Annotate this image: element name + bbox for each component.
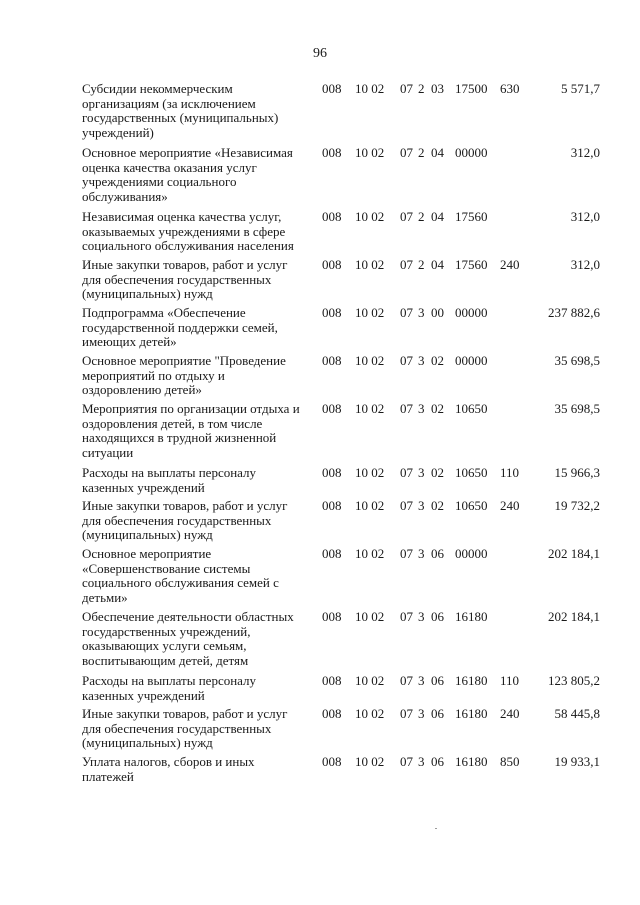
table-row bbox=[0, 674, 640, 707]
row-name: Иные закупки товаров, работ и услуг для обеспечения государственных (муниципальных) нужд bbox=[82, 257, 288, 301]
section-code: 10 02 bbox=[355, 81, 385, 96]
section-code: 10 02 bbox=[355, 706, 385, 721]
ministry-code: 008 bbox=[322, 145, 342, 160]
amount: 123 805,2 bbox=[548, 673, 600, 688]
page-number: 96 bbox=[313, 46, 327, 61]
direction-code: 00000 bbox=[455, 305, 488, 320]
program-code: 07 bbox=[400, 209, 413, 224]
table-row bbox=[0, 499, 640, 547]
row-name: Основное мероприятие «Совершенствование системы социального обслуживания семей с детьми» bbox=[82, 546, 279, 605]
expense-type-code: 630 bbox=[500, 81, 520, 96]
amount: 19 933,1 bbox=[554, 754, 600, 769]
table-row bbox=[0, 707, 640, 755]
table-row bbox=[0, 610, 640, 674]
amount: 19 732,2 bbox=[554, 498, 600, 513]
direction-code: 17560 bbox=[455, 209, 488, 224]
main-event-code: 04 bbox=[431, 209, 444, 224]
subprogram-code: 2 bbox=[418, 257, 425, 272]
expense-type-code: 110 bbox=[500, 673, 520, 688]
ministry-code: 008 bbox=[322, 609, 342, 624]
program-code: 07 bbox=[400, 81, 413, 96]
direction-code: 16180 bbox=[455, 609, 488, 624]
section-code: 10 02 bbox=[355, 145, 385, 160]
amount: 15 966,3 bbox=[554, 465, 600, 480]
main-event-code: 04 bbox=[431, 257, 444, 272]
main-event-code: 06 bbox=[431, 673, 444, 688]
subprogram-code: 2 bbox=[418, 145, 425, 160]
main-event-code: 03 bbox=[431, 81, 444, 96]
subprogram-code: 3 bbox=[418, 546, 425, 561]
main-event-code: 02 bbox=[431, 465, 444, 480]
amount: 35 698,5 bbox=[554, 401, 600, 416]
row-name: Основное мероприятие «Независимая оценка качества оказания услуг учреждениями социального обслуживания» bbox=[82, 145, 293, 204]
section-code: 10 02 bbox=[355, 465, 385, 480]
amount: 58 445,8 bbox=[554, 706, 600, 721]
section-code: 10 02 bbox=[355, 498, 385, 513]
ministry-code: 008 bbox=[322, 401, 342, 416]
program-code: 07 bbox=[400, 546, 413, 561]
direction-code: 10650 bbox=[455, 465, 488, 480]
table-row bbox=[0, 82, 640, 146]
main-event-code: 06 bbox=[431, 546, 444, 561]
expense-type-code: 240 bbox=[500, 257, 520, 272]
ministry-code: 008 bbox=[322, 706, 342, 721]
amount: 312,0 bbox=[570, 209, 600, 224]
row-name: Мероприятия по организации отдыха и оздоровления детей, в том числе находящихся в трудной жизненной ситуации bbox=[82, 401, 300, 460]
amount: 237 882,6 bbox=[548, 305, 600, 320]
program-code: 07 bbox=[400, 305, 413, 320]
table-row bbox=[0, 354, 640, 402]
amount: 5 571,7 bbox=[561, 81, 600, 96]
table-row bbox=[0, 402, 640, 466]
row-name: Иные закупки товаров, работ и услуг для обеспечения государственных (муниципальных) нужд bbox=[82, 498, 288, 542]
section-code: 10 02 bbox=[355, 546, 385, 561]
table-row bbox=[0, 258, 640, 306]
row-name: Иные закупки товаров, работ и услуг для обеспечения государственных (муниципальных) нужд bbox=[82, 706, 288, 750]
direction-code: 00000 bbox=[455, 353, 488, 368]
program-code: 07 bbox=[400, 754, 413, 769]
section-code: 10 02 bbox=[355, 305, 385, 320]
subprogram-code: 3 bbox=[418, 465, 425, 480]
section-code: 10 02 bbox=[355, 257, 385, 272]
program-code: 07 bbox=[400, 498, 413, 513]
row-name: Основное мероприятие "Проведение мероприятий по отдыху и оздоровлению детей» bbox=[82, 353, 286, 397]
subprogram-code: 2 bbox=[418, 209, 425, 224]
ministry-code: 008 bbox=[322, 209, 342, 224]
section-code: 10 02 bbox=[355, 353, 385, 368]
ministry-code: 008 bbox=[322, 754, 342, 769]
row-name: Расходы на выплаты персоналу казенных учреждений bbox=[82, 673, 257, 703]
main-event-code: 02 bbox=[431, 498, 444, 513]
table-row bbox=[0, 755, 640, 788]
table-row bbox=[0, 547, 640, 610]
section-code: 10 02 bbox=[355, 401, 385, 416]
main-event-code: 06 bbox=[431, 754, 444, 769]
subprogram-code: 3 bbox=[418, 673, 425, 688]
ministry-code: 008 bbox=[322, 257, 342, 272]
ministry-code: 008 bbox=[322, 305, 342, 320]
amount: 202 184,1 bbox=[548, 546, 600, 561]
subprogram-code: 2 bbox=[418, 81, 425, 96]
program-code: 07 bbox=[400, 257, 413, 272]
direction-code: 16180 bbox=[455, 673, 488, 688]
program-code: 07 bbox=[400, 145, 413, 160]
subprogram-code: 3 bbox=[418, 305, 425, 320]
scan-speck bbox=[435, 828, 437, 829]
program-code: 07 bbox=[400, 401, 413, 416]
direction-code: 10650 bbox=[455, 401, 488, 416]
direction-code: 17500 bbox=[455, 81, 488, 96]
ministry-code: 008 bbox=[322, 81, 342, 96]
row-name: Уплата налогов, сборов и иных платежей bbox=[82, 754, 255, 784]
direction-code: 17560 bbox=[455, 257, 488, 272]
section-code: 10 02 bbox=[355, 209, 385, 224]
subprogram-code: 3 bbox=[418, 498, 425, 513]
row-name: Субсидии некоммерческим организациям (за исключением государственных (муниципальных) учреждений) bbox=[82, 81, 279, 140]
main-event-code: 02 bbox=[431, 401, 444, 416]
main-event-code: 04 bbox=[431, 145, 444, 160]
amount: 202 184,1 bbox=[548, 609, 600, 624]
table-row bbox=[0, 146, 640, 210]
direction-code: 00000 bbox=[455, 145, 488, 160]
section-code: 10 02 bbox=[355, 609, 385, 624]
subprogram-code: 3 bbox=[418, 353, 425, 368]
table-row bbox=[0, 306, 640, 354]
section-code: 10 02 bbox=[355, 754, 385, 769]
section-code: 10 02 bbox=[355, 673, 385, 688]
main-event-code: 06 bbox=[431, 609, 444, 624]
ministry-code: 008 bbox=[322, 498, 342, 513]
row-name: Независимая оценка качества услуг, оказываемых учреждениями в сфере социального обслуживания населения bbox=[82, 209, 294, 253]
direction-code: 16180 bbox=[455, 754, 488, 769]
expense-type-code: 110 bbox=[500, 465, 520, 480]
expense-type-code: 240 bbox=[500, 498, 520, 513]
expense-type-code: 850 bbox=[500, 754, 520, 769]
row-name: Подпрограмма «Обеспечение государственной поддержки семей, имеющих детей» bbox=[82, 305, 278, 349]
ministry-code: 008 bbox=[322, 673, 342, 688]
subprogram-code: 3 bbox=[418, 609, 425, 624]
table-row bbox=[0, 210, 640, 258]
direction-code: 00000 bbox=[455, 546, 488, 561]
direction-code: 10650 bbox=[455, 498, 488, 513]
amount: 35 698,5 bbox=[554, 353, 600, 368]
row-name: Расходы на выплаты персоналу казенных учреждений bbox=[82, 465, 257, 495]
ministry-code: 008 bbox=[322, 546, 342, 561]
subprogram-code: 3 bbox=[418, 401, 425, 416]
program-code: 07 bbox=[400, 609, 413, 624]
main-event-code: 00 bbox=[431, 305, 444, 320]
program-code: 07 bbox=[400, 465, 413, 480]
program-code: 07 bbox=[400, 353, 413, 368]
table-row bbox=[0, 466, 640, 499]
main-event-code: 06 bbox=[431, 706, 444, 721]
subprogram-code: 3 bbox=[418, 706, 425, 721]
amount: 312,0 bbox=[570, 257, 600, 272]
ministry-code: 008 bbox=[322, 465, 342, 480]
expense-type-code: 240 bbox=[500, 706, 520, 721]
subprogram-code: 3 bbox=[418, 754, 425, 769]
main-event-code: 02 bbox=[431, 353, 444, 368]
direction-code: 16180 bbox=[455, 706, 488, 721]
budget-table bbox=[0, 82, 640, 788]
amount: 312,0 bbox=[570, 145, 600, 160]
program-code: 07 bbox=[400, 706, 413, 721]
program-code: 07 bbox=[400, 673, 413, 688]
row-name: Обеспечение деятельности областных государственных учреждений, оказывающих услуги семьям, воспитывающим детей, детям bbox=[82, 609, 294, 668]
ministry-code: 008 bbox=[322, 353, 342, 368]
